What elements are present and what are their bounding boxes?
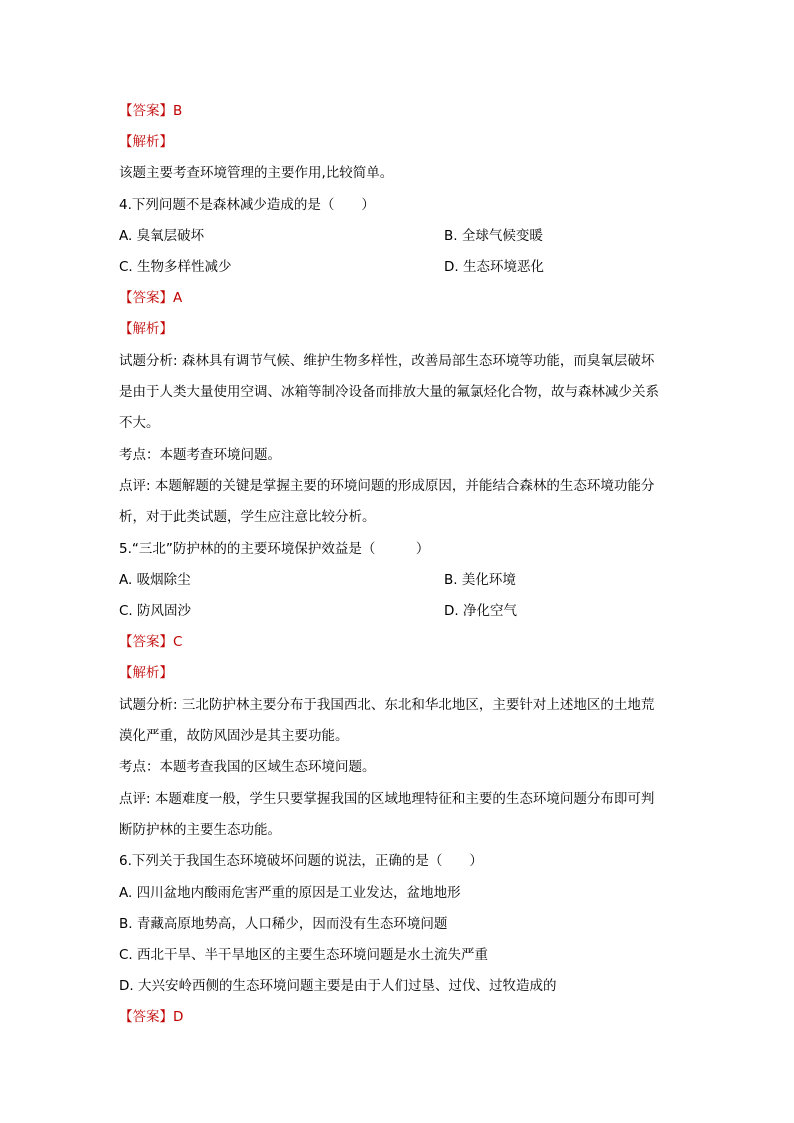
answer-line bbox=[119, 632, 182, 652]
question-5: 5.“三北”防护林的的主要环境保护效益是（ ） bbox=[119, 541, 430, 557]
q6-option-c: C. 西北干旱、半干旱地区的主要生态环境问题是水土流失严重 bbox=[119, 947, 489, 963]
answer-line bbox=[119, 101, 182, 121]
answer-label: 【答案】 bbox=[119, 103, 173, 119]
exam-point: 考点：本题考查我国的区域生态环境问题。 bbox=[119, 759, 376, 775]
analysis-text-line: 不大。 bbox=[119, 415, 160, 431]
answer-value: D bbox=[173, 1009, 184, 1025]
answer-label: 【答案】 bbox=[119, 290, 173, 306]
q5-option-a: A. 吸烟除尘 bbox=[119, 572, 191, 588]
comment-line: 点评: 本题难度一般，学生只要掌握我国的区域地理特征和主要的生态环境问题分布即可判 bbox=[119, 791, 655, 807]
analysis-text-line: 是由于人类大量使用空调、冰箱等制冷设备而排放大量的氟氯烃化合物，故与森林减少关系 bbox=[119, 384, 659, 400]
q4-option-b: B. 全球气候变暖 bbox=[444, 228, 543, 244]
comment-line: 析，对于此类试题，学生应注意比较分析。 bbox=[119, 509, 376, 525]
q5-option-c: C. 防风固沙 bbox=[119, 603, 192, 619]
analysis-text-line: 试题分析: 三北防护林主要分布于我国西北、东北和华北地区，主要针对上述地区的土地荒 bbox=[119, 697, 655, 713]
analysis-text: 该题主要考查环境管理的主要作用,比较简单。 bbox=[119, 165, 394, 181]
q6-option-b: B. 青藏高原地势高，人口稀少，因而没有生态环境问题 bbox=[119, 916, 448, 932]
exam-point: 考点：本题考查环境问题。 bbox=[119, 447, 281, 463]
analysis-text-line: 试题分析: 森林具有调节气候、维护生物多样性，改善局部生态环境等功能，而臭氧层破坏 bbox=[119, 353, 655, 369]
comment-line: 断防护林的主要生态功能。 bbox=[119, 822, 281, 838]
analysis-text-line: 漠化严重，故防风固沙是其主要功能。 bbox=[119, 728, 349, 744]
q4-option-c: C. 生物多样性减少 bbox=[119, 259, 232, 275]
q4-option-d: D. 生态环境恶化 bbox=[444, 259, 544, 275]
answer-value: A bbox=[173, 290, 183, 306]
analysis-label: 【解析】 bbox=[119, 134, 173, 150]
answer-value: B bbox=[173, 103, 183, 119]
answer-label: 【答案】 bbox=[119, 634, 173, 650]
answer-label: 【答案】 bbox=[119, 1009, 173, 1025]
q5-option-d: D. 净化空气 bbox=[444, 603, 517, 619]
q6-option-d: D. 大兴安岭西侧的生态环境问题主要是由于人们过垦、过伐、过牧造成的 bbox=[119, 978, 557, 994]
answer-line bbox=[119, 288, 182, 308]
q4-option-a: A. 臭氧层破坏 bbox=[119, 228, 205, 244]
analysis-label: 【解析】 bbox=[119, 321, 173, 337]
answer-line bbox=[119, 1007, 183, 1027]
q6-option-a: A. 四川盆地内酸雨危害严重的原因是工业发达，盆地地形 bbox=[119, 885, 461, 901]
comment-line: 点评: 本题解题的关键是掌握主要的环境问题的形成原因，并能结合森林的生态环境功能分 bbox=[119, 478, 655, 494]
q5-option-b: B. 美化环境 bbox=[444, 572, 516, 588]
question-6: 6.下列关于我国生态环境破坏问题的说法，正确的是（ ） bbox=[119, 853, 483, 869]
question-4: 4.下列问题不是森林减少造成的是（ ） bbox=[119, 197, 375, 213]
analysis-label: 【解析】 bbox=[119, 665, 173, 681]
answer-value: C bbox=[173, 634, 183, 650]
